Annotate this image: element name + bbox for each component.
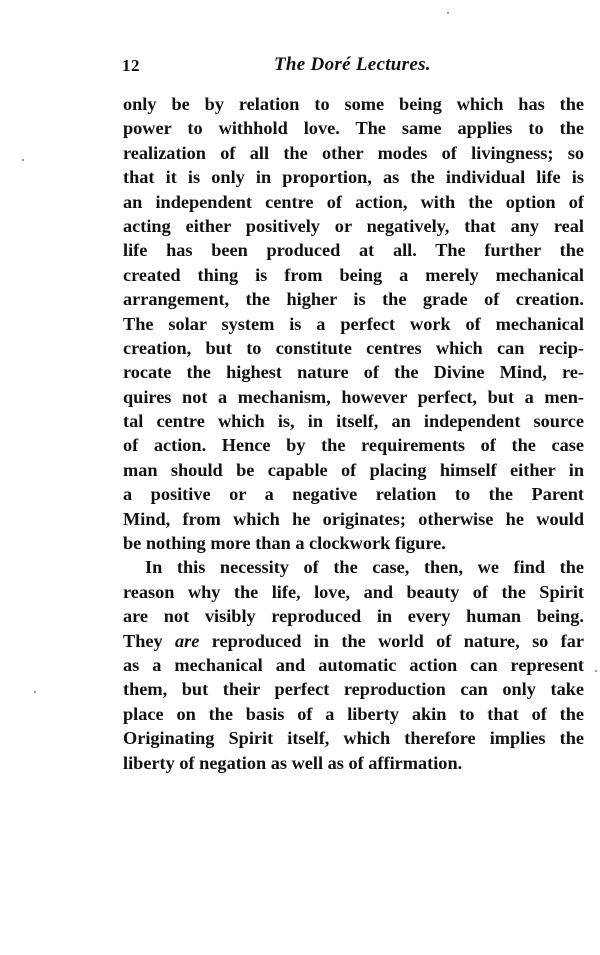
page-speck [447, 12, 449, 14]
body-text [123, 92, 584, 775]
text-line: realization of all the other modes of livingness; so [123, 142, 584, 163]
text-line: are not visibly reproduced in every human being. [123, 606, 584, 627]
text-line: place on the basis of a liberty akin to that of the [123, 703, 584, 724]
page-header [122, 56, 584, 80]
text-line: life has been produced at all. The further the [123, 240, 584, 261]
text-line: of action. Hence by the requirements of the case [123, 435, 584, 456]
text-line: as a mechanical and automatic action can represent [123, 654, 584, 675]
emphasis-are: are [174, 630, 200, 651]
page-speck [22, 159, 24, 161]
paragraph-1 [123, 92, 584, 555]
page-speck [34, 691, 36, 693]
page-speck [595, 670, 597, 672]
paragraph-2 [123, 555, 584, 775]
text-line: be nothing more than a clockwork figure. [123, 533, 446, 554]
text-line [123, 629, 584, 653]
text-line: only be by relation to some being which has the [123, 94, 584, 114]
text-line: a positive or a negative relation to the Parent [123, 484, 584, 505]
text-line: quires not a mechanism, however perfect, but a men- [123, 386, 584, 407]
text-line-lead: They [123, 630, 175, 651]
text-line: arrangement, the higher is the grade of creation. [123, 289, 584, 310]
text-line: liberty of negation as well as of affirmation. [123, 752, 463, 773]
text-line: acting either positively or negatively, that any real [123, 215, 584, 236]
text-line: an independent centre of action, with the option of [123, 191, 584, 212]
running-title: The Doré Lectures. [274, 54, 431, 75]
text-line: them, but their perfect reproduction can only take [123, 679, 584, 700]
text-line: power to withhold love. The same applies to the [123, 118, 584, 139]
text-line: Mind, from which he originates; otherwise he would [123, 508, 584, 529]
text-line: reason why the life, love, and beauty of the Spirit [123, 581, 584, 602]
text-line: created thing is from being a merely mechanical [123, 264, 584, 285]
text-line: that it is only in proportion, as the individual life is [123, 167, 584, 188]
text-line-rest: reproduced in the world of nature, so far [211, 630, 584, 651]
text-line: Originating Spirit itself, which therefore implies the [123, 728, 584, 749]
page-number: 12 [122, 56, 140, 75]
text-line: In this necessity of the case, then, we find the [145, 557, 584, 578]
text-line: creation, but to constitute centres which can recip- [123, 337, 584, 358]
text-line: man should be capable of placing himself either in [123, 459, 584, 480]
text-line: rocate the highest nature of the Divine Mind, re- [123, 362, 584, 383]
text-line: tal centre which is, in itself, an independent source [123, 411, 584, 432]
text-line: The solar system is a perfect work of mechanical [123, 313, 584, 334]
